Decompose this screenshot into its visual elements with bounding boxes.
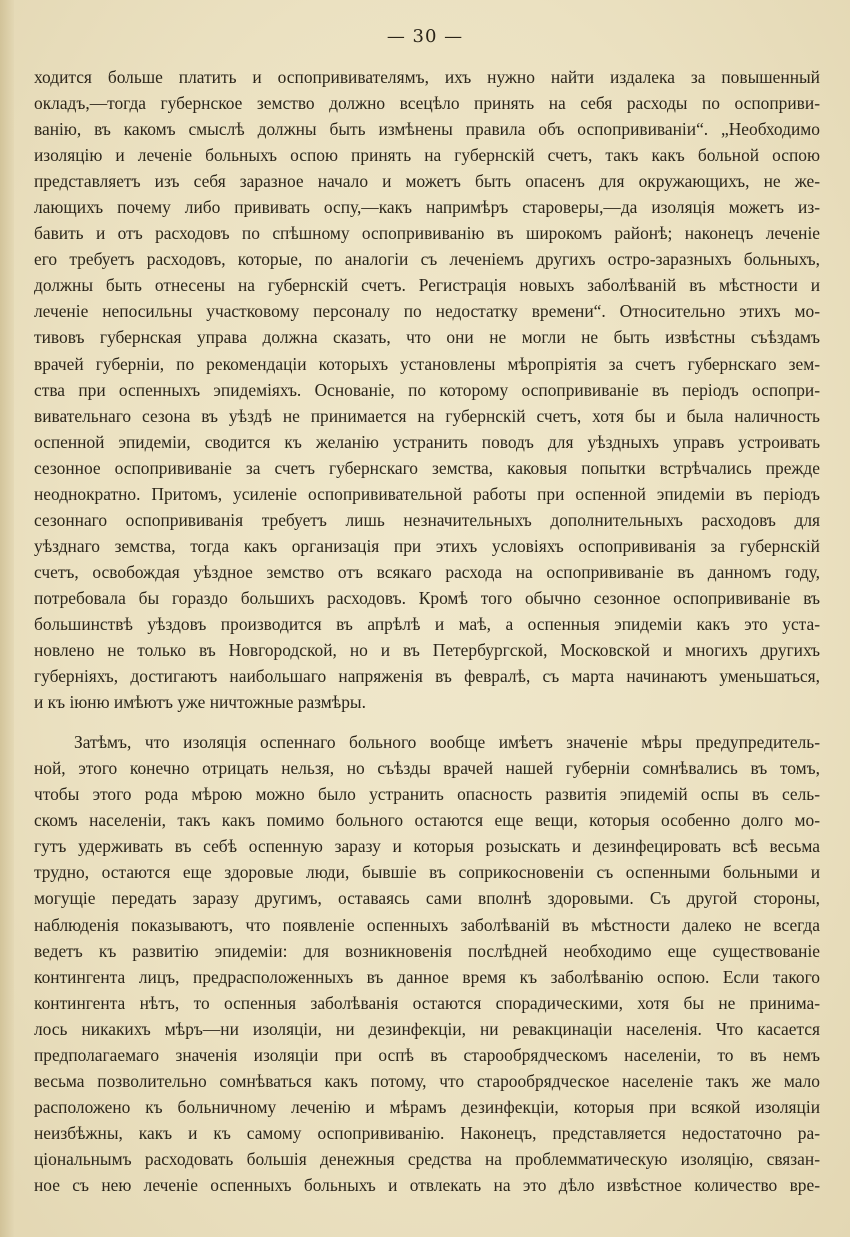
text-line: большинствѣ уѣздовъ производится въ апрѣлѣ и маѣ, а оспенныя эпидеміи какъ это уста- [34, 613, 820, 634]
text-line: неизбѣжны, какъ и къ самому оспопрививанію. Наконецъ, представляется недостаточно ра- [34, 1122, 820, 1143]
text-line: ной, этого конечно отрицать нельзя, но съѣзды врачей нашей губерніи сомнѣвались въ томъ, [34, 758, 820, 779]
text-line: должны быть отнесены на губернскій счетъ. Регистрація новыхъ заболѣваній въ мѣстности и [34, 275, 820, 296]
text-line: сезонное оспопрививаніе за счетъ губернскаго земства, каковыя попытки встрѣчались прежде [34, 457, 820, 478]
text-line: лающихъ почему либо прививать оспу,—какъ напримѣръ староверы,—да изоляція можетъ из- [34, 197, 820, 218]
text-line: лось никакихъ мѣръ—ни изоляціи, ни дезинфекціи, ни ревакцинаціи населенія. Что касается [34, 1018, 820, 1039]
text-line: губерніяхъ, достигаютъ наибольшаго напряженія въ февралѣ, съ марта начинаютъ уменьшаться, [34, 666, 820, 687]
text-line: наблюденія показываютъ, что появленіе оспенныхъ заболѣваній въ мѣстности далеко не всегда [34, 914, 820, 935]
paragraph-2 [34, 729, 820, 1198]
text-line: скомъ населеніи, такъ какъ помимо больного остаются еще вещи, которыя особенно долго мо- [34, 810, 820, 831]
text-line: ціональнымъ расходовать большія денежныя средства на проблемматическую изоляцію, связан- [34, 1148, 820, 1169]
text-line: весьма позволительно сомнѣваться какъ потому, что старообрядческое населеніе такъ же мало [34, 1070, 820, 1091]
text-line: уѣзднаго земства, тогда какъ организація при этихъ условіяхъ оспопрививанія за губернскій [34, 535, 820, 556]
body-text [34, 64, 820, 1198]
text-line: контингента лицъ, предрасположенныхъ въ данное время къ заболѣванію оспою. Если такого [34, 966, 820, 987]
text-line: оспенной эпидеміи, сводится къ желанію устранить поводъ для уѣздныхъ управъ устроивать [34, 431, 820, 452]
text-line: окладъ,—тогда губернское земство должно всецѣло принять на себя расходы по оспоприви- [34, 93, 820, 114]
text-line: сезоннаго оспопрививанія требуетъ лишь незначительныхъ дополнительныхъ расходовъ для [34, 509, 820, 530]
text-line: ведетъ къ развитію эпидеміи: для возникновенія послѣдней необходимо еще существованіе [34, 940, 820, 961]
paragraph-1 [34, 64, 820, 715]
text-line: расположено къ больничному леченію и мѣрамъ дезинфекціи, которыя при всякой изоляціи [34, 1096, 820, 1117]
text-line: потребовала бы гораздо большихъ расходовъ. Кромѣ того обычно сезонное оспопрививаніе въ [34, 587, 820, 608]
page-number: — 30 — [386, 26, 464, 47]
text-line: контингента нѣтъ, то оспенныя заболѣванія остаются спорадическими, хотя бы не принима- [34, 992, 820, 1013]
text-line: изоляцію и леченіе больныхъ оспою принять на губернскій счетъ, такъ какъ больной оспою [34, 145, 820, 166]
text-line: тивовъ губернская управа должна сказать, что они не могли не быть извѣстны съѣздамъ [34, 327, 820, 348]
text-line: трудно, остаются еще здоровые люди, бывшіе въ соприкосновеніи съ оспенными больными и [34, 862, 820, 883]
text-line: предполагаемаго значенія изоляціи при оспѣ въ старообрядческомъ населеніи, то въ немъ [34, 1044, 820, 1065]
text-line: новлено не только въ Новгородской, но и въ Петербургской, Московской и многихъ другихъ [34, 640, 820, 661]
text-line: ное съ нею леченіе оспенныхъ больныхъ и отвлекать на это дѣло извѣстное количество вре- [34, 1174, 820, 1195]
text-line: счетъ, освобождая уѣздное земство отъ всякаго расхода на оспопрививаніе въ данномъ году, [34, 561, 820, 582]
text-line: Затѣмъ, что изоляція оспеннаго больного вообще имѣетъ значеніе мѣры предупредитель- [74, 732, 820, 753]
text-line: ходится больше платить и оспопрививателямъ, ихъ нужно найти издалека за повышенный [34, 67, 820, 87]
text-line: представляетъ изъ себя заразное начало и можетъ быть опасенъ для окружающихъ, не же- [34, 171, 820, 192]
text-line: врачей губерніи, по рекомендаціи которыхъ установлены мѣропріятія за счетъ губернскаго зем- [34, 353, 820, 374]
text-line: чтобы этого рода мѣрою можно было устранить опасность развитія эпидемій оспы въ сель- [34, 784, 820, 805]
text-line: неоднократно. Притомъ, усиленіе оспопрививательной работы при оспенной эпидеміи въ періодъ [34, 483, 820, 504]
page-edge-shadow [0, 0, 14, 1237]
text-line: ства при оспенныхъ эпидеміяхъ. Основаніе, по которому оспопрививаніе въ періодъ оспопри- [34, 379, 820, 400]
text-line: могущіе передать заразу другимъ, оставаясь сами вполнѣ здоровыми. Съ другой стороны, [34, 888, 820, 909]
text-line: бавить и отъ расходовъ по спѣшному оспопрививанію въ широкомъ районѣ; наконецъ леченіе [34, 223, 820, 244]
text-line: его требуетъ расходовъ, которые, по аналогіи съ леченіемъ другихъ остро-заразныхъ больныхъ, [34, 249, 820, 270]
text-line: леченіе непосильны участковому персоналу по недостатку времени“. Относительно этихъ мо- [34, 301, 820, 322]
text-line: ванію, въ какомъ смыслѣ должны быть измѣнены правила объ оспопрививаніи“. „Необходимо [34, 119, 820, 140]
text-line: вивательнаго сезона въ уѣздѣ не принимается на губернскій счетъ, хотя бы и была наличность [34, 405, 820, 426]
text-line: гутъ удерживать въ себѣ оспенную заразу и которыя розыскать и дезинфецировать всѣ весьма [34, 836, 820, 857]
paragraph-gap [34, 715, 820, 729]
text-line: и къ іюню имѣютъ уже ничтожные размѣры. [34, 692, 366, 713]
